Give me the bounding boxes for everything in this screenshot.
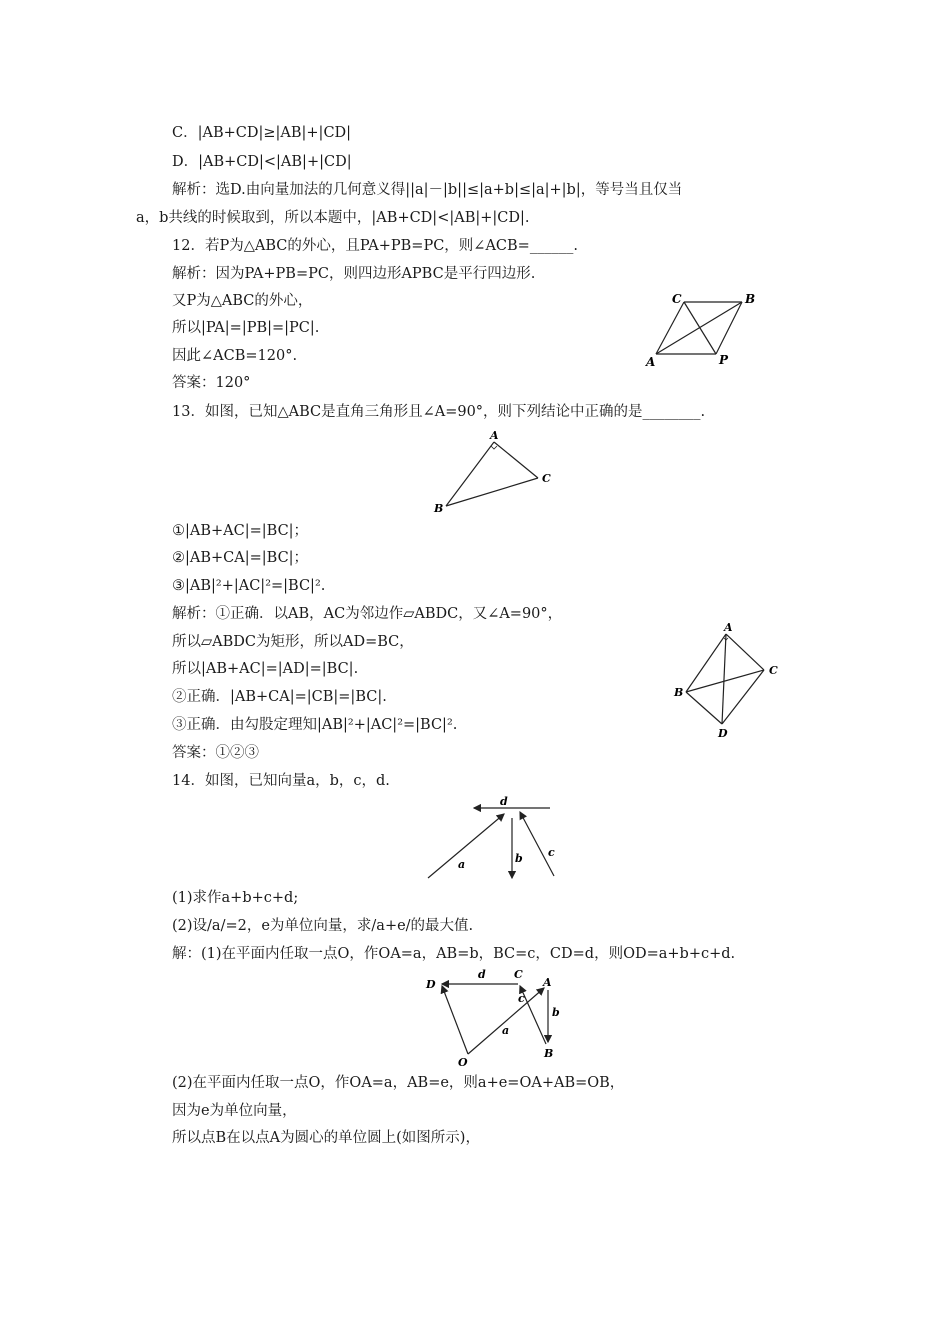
option-d: D．|AB+CD|<|AB|+|CD| <box>172 154 352 170</box>
figure-13-triangle <box>430 428 560 516</box>
label-p: P <box>719 353 729 367</box>
label-d: D <box>718 727 728 740</box>
figure-14-sum-construction <box>420 966 570 1070</box>
analysis-12-line4: 因此∠ACB=120°. <box>172 348 298 364</box>
label-a: A <box>490 429 499 442</box>
label-d-vector: d <box>478 968 486 981</box>
label-b-point: B <box>544 1047 554 1060</box>
analysis-13-line1: 解析：①正确．以AB，AC为邻边作▱ABDC，又∠A=90°， <box>172 606 563 622</box>
solution-14-part2-line1: (2)在平面内任取一点O，作OA=a，AB=e，则a+e=OA+AB=OB， <box>172 1075 625 1091</box>
label-a-point: A <box>543 976 552 989</box>
analysis-13-line4: ②正确．|AB+CA|=|CB|=|BC|. <box>172 689 387 705</box>
label-o-point: O <box>458 1056 468 1069</box>
label-c-vector: c <box>518 992 525 1005</box>
solution-14-part2-line2: 因为e为单位向量， <box>172 1103 297 1119</box>
analysis-13-line5: ③正确．由勾股定理知|AB|²+|AC|²=|BC|². <box>172 717 458 733</box>
question-14-part1: (1)求作a+b+c+d; <box>172 890 299 906</box>
solution-14-part2-line3: 所以点B在以点A为圆心的单位圆上(如图所示)， <box>172 1130 480 1146</box>
label-a-vector: a <box>502 1024 510 1037</box>
statement-13-1: ①|AB+AC|=|BC|； <box>172 523 309 539</box>
label-c: C <box>672 292 682 306</box>
label-b-vector: b <box>552 1006 560 1019</box>
statement-13-3: ③|AB|²+|AC|²=|BC|². <box>172 578 326 594</box>
label-b: B <box>434 502 444 515</box>
label-a: a <box>458 858 466 871</box>
label-b: b <box>515 852 523 865</box>
question-14-part2: (2)设/a/=2，e为单位向量，求/a+e/的最大值. <box>172 918 474 934</box>
analysis-12-line3: 所以|PA|=|PB|=|PC|. <box>172 320 320 336</box>
analysis-11-line1: 解析：选D.由向量加法的几何意义得||a|－|b||≤|a+b|≤|a|+|b|，等号当且仅当 <box>172 182 683 198</box>
answer-13: 答案：①②③ <box>172 745 259 761</box>
label-a: A <box>646 355 656 369</box>
analysis-11-line2: a，b共线的时候取到，所以本题中，|AB+CD|<|AB|+|CD|. <box>136 210 530 226</box>
analysis-12-line2: 又P为△ABC的外心， <box>172 293 313 309</box>
question-14: 14．如图，已知向量a，b，c，d. <box>172 773 390 789</box>
analysis-13-line3: 所以|AB+AC|=|AD|=|BC|. <box>172 661 359 677</box>
analysis-12-line1: 解析：因为PA+PB=PC，则四边形APBC是平行四边形. <box>172 266 536 282</box>
label-a: A <box>724 621 733 634</box>
label-d-point: D <box>426 978 436 991</box>
solution-14-part1: 解：(1)在平面内任取一点O，作OA=a，AB=b，BC=c，CD=d，则OD=a+b+c+d. <box>172 946 736 962</box>
question-12: 12．若P为△ABC的外心，且PA+PB=PC，则∠ACB=______. <box>172 238 578 254</box>
question-13: 13．如图，已知△ABC是直角三角形且∠A=90°，则下列结论中正确的是________. <box>172 404 706 420</box>
analysis-13-line2: 所以▱ABDC为矩形，所以AD=BC， <box>172 634 414 650</box>
label-d: d <box>500 796 508 808</box>
label-b: B <box>674 686 684 699</box>
label-c: C <box>542 472 551 485</box>
label-b: B <box>745 292 756 306</box>
label-c: C <box>769 664 778 677</box>
statement-13-2: ②|AB+CA|=|BC|； <box>172 550 309 566</box>
label-c-point: C <box>514 968 523 981</box>
label-c: c <box>548 846 555 859</box>
figure-13-rectangle <box>668 620 788 742</box>
figure-14-vectors <box>420 796 564 884</box>
answer-12: 答案：120° <box>172 375 251 391</box>
figure-12-parallelogram <box>640 288 770 372</box>
option-c: C．|AB+CD|≥|AB|+|CD| <box>172 125 352 141</box>
